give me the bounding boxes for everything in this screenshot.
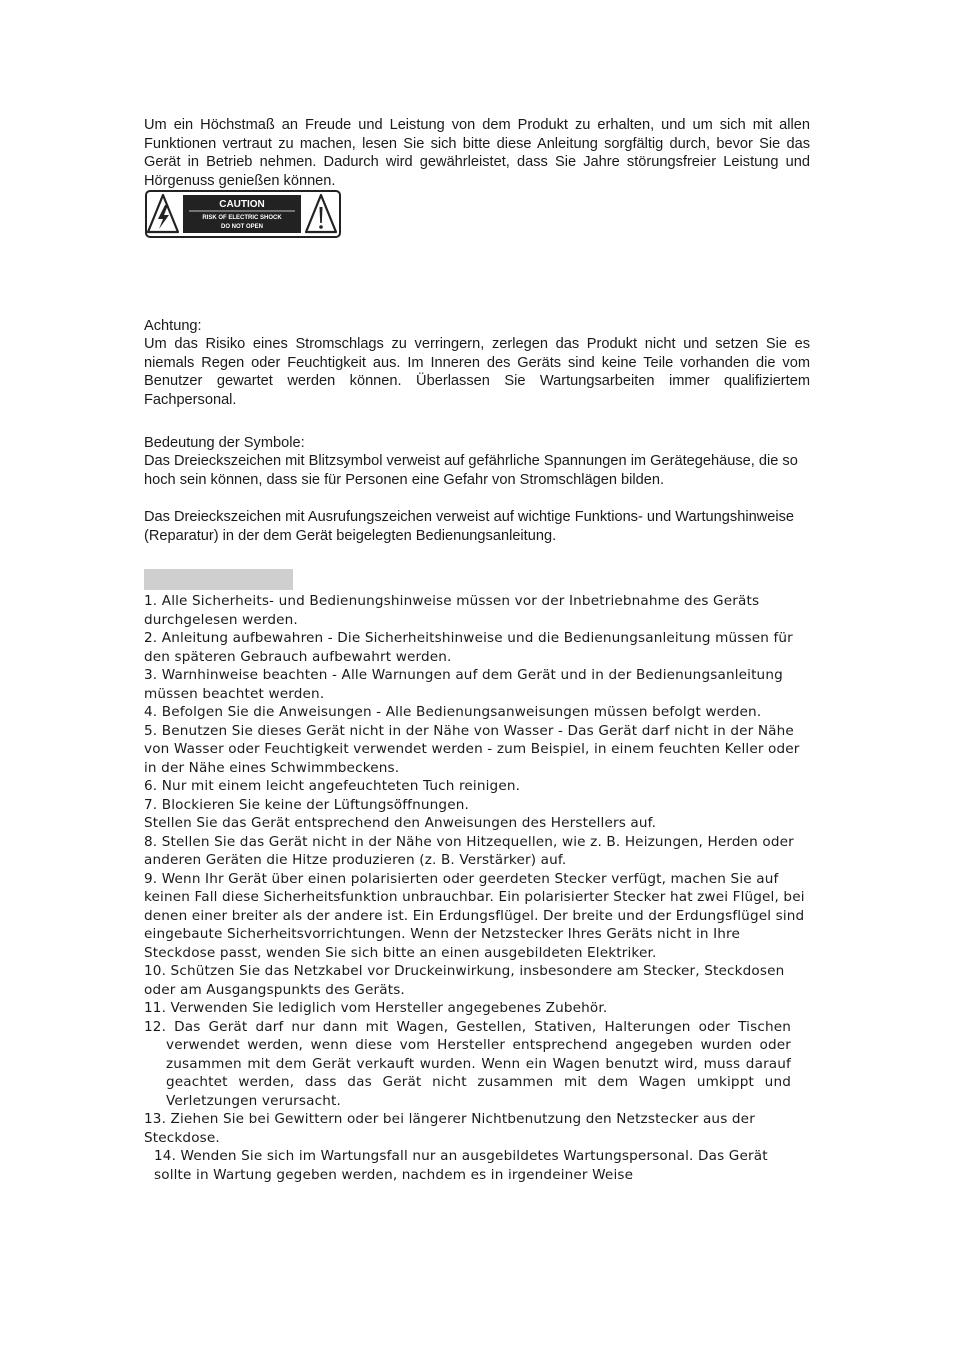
list-item: 11. Verwenden Sie lediglich vom Hersteller angegebenes Zubehör. [144,1000,608,1016]
list-item: 9. Wenn Ihr Gerät über einen polarisierten oder geerdeten Stecker verfügt, machen Sie auf keinen Fall diese Sicherheitsfunktion unbrauchbar. Ein polarisierter Stecker hat zwei Flügel, bei denen einer breiter als der andere ist. Ein Erdungsflügel. Der breite und der Erdungsflügel sind eingebaute Sicherheitsvorrichtungen. Wenn der Netzstecker Ihres Geräts nicht in Ihre Steckdose passt, wenden Sie sich bitte an einen ausgebildeten Elektriker. [144,870,805,961]
list-item: 13. Ziehen Sie bei Gewittern oder bei längerer Nichtbenutzung den Netzstecker aus der Steckdose. [144,1111,755,1146]
safety-instructions-list [144,592,814,1184]
warning-paragraph: Um das Risiko eines Stromschlags zu verringern, zerlegen das Produkt nicht und setzen Sie es niemals Regen oder Feuchtigkeit aus. Im Inneren des Geräts sind keine Teile vorhanden die vom Benutzer gewartet werden können. Überlassen Sie Wartungsarbeiten immer qualifiziertem Fachpersonal. [144,336,810,408]
list-item: 6. Nur mit einem leicht angefeuchteten Tuch reinigen. [144,778,521,794]
list-item: 12. Das Gerät darf nur dann mit Wagen, Gestellen, Stativen, Halterungen oder Tischen verwendet werden, wenn diese vom Hersteller entsprechend angegeben wurden oder zusammen mit dem Gerät verkauft wurden. Wenn ein Wagen benutzt wird, muss darauf geachtet werden, dass das Gerät nicht zusammen mit dem Wagen umkippt und Verletzungen verursacht. [144,1018,791,1109]
list-item: 7. Blockieren Sie keine der Lüftungsöffnungen. [144,796,469,813]
list-item: Stellen Sie das Gerät entsprechend den Anweisungen des Herstellers auf. [144,815,657,831]
list-item: 1. Alle Sicherheits- und Bedienungshinweise müssen vor der Inbetriebnahme des Geräts durchgelesen werden. [144,593,760,628]
caution-line-1: RISK OF ELECTRIC SHOCK [202,215,282,221]
symbols-exclamation-paragraph: Das Dreieckszeichen mit Ausrufungszeichen verweist auf wichtige Funktions- und Wartungshinweise (Reparatur) in der dem Gerät beigelegten Bedienungsanleitung. [144,509,794,544]
caution-title: CAUTION [219,199,265,210]
list-item: 3. Warnhinweise beachten - Alle Warnungen auf dem Gerät und in der Bedienungsanleitung müssen beachtet werden. [144,667,783,702]
list-item: 14. Wenden Sie sich im Wartungsfall nur an ausgebildetes Wartungspersonal. Das Gerät sollte in Wartung gegeben werden, nachdem es in irgendeiner Weise [154,1148,768,1183]
caution-line-2: DO NOT OPEN [220,224,264,230]
list-item: 4. Befolgen Sie die Anweisungen - Alle Bedienungsanweisungen müssen befolgt werden. [144,704,762,720]
intro-paragraph: Um ein Höchstmaß an Freude und Leistung von dem Produkt zu erhalten, und um sich mit allen Funktionen vertraut zu machen, lesen Sie sich bitte diese Anleitung sorgfältig durch, bevor Sie das Gerät in Betrieb nehmen. Dadurch wird gewährleistet, dass Sie Jahre störungsfreier Leistung und Hörgenuss genießen können. [144,117,810,189]
list-item: 5. Benutzen Sie dieses Gerät nicht in der Nähe von Wasser - Das Gerät darf nicht in der Nähe von Wasser oder Feuchtigkeit verwendet werden - zum Beispiel, in einem feuchten Keller oder in der Nähe eines Schwimmbeckens. [144,722,800,776]
list-item: 2. Anleitung aufbewahren - Die Sicherheitshinweise und die Bedienungsanleitung müssen für den späteren Gebrauch aufbewahrt werden. [144,630,793,665]
symbols-lightning-paragraph: Das Dreieckszeichen mit Blitzsymbol verweist auf gefährliche Spannungen im Gerätegehäuse, die so hoch sein können, dass sie für Personen eine Gefahr von Stromschlägen bilden. [144,453,798,488]
section-heading-bar [144,569,293,590]
list-item: 10. Schützen Sie das Netzkabel vor Druckeinwirkung, insbesondere am Stecker, Steckdosen oder am Ausgangspunkts des Geräts. [144,963,785,998]
caution-warning-label [145,190,341,238]
symbols-heading: Bedeutung der Symbole: [144,435,305,451]
list-item: 8. Stellen Sie das Gerät nicht in der Nähe von Hitzequellen, wie z. B. Heizungen, Herden oder anderen Geräten die Hitze produzieren (z. B. Verstärker) auf. [144,833,794,868]
warning-heading: Achtung: [144,318,202,334]
